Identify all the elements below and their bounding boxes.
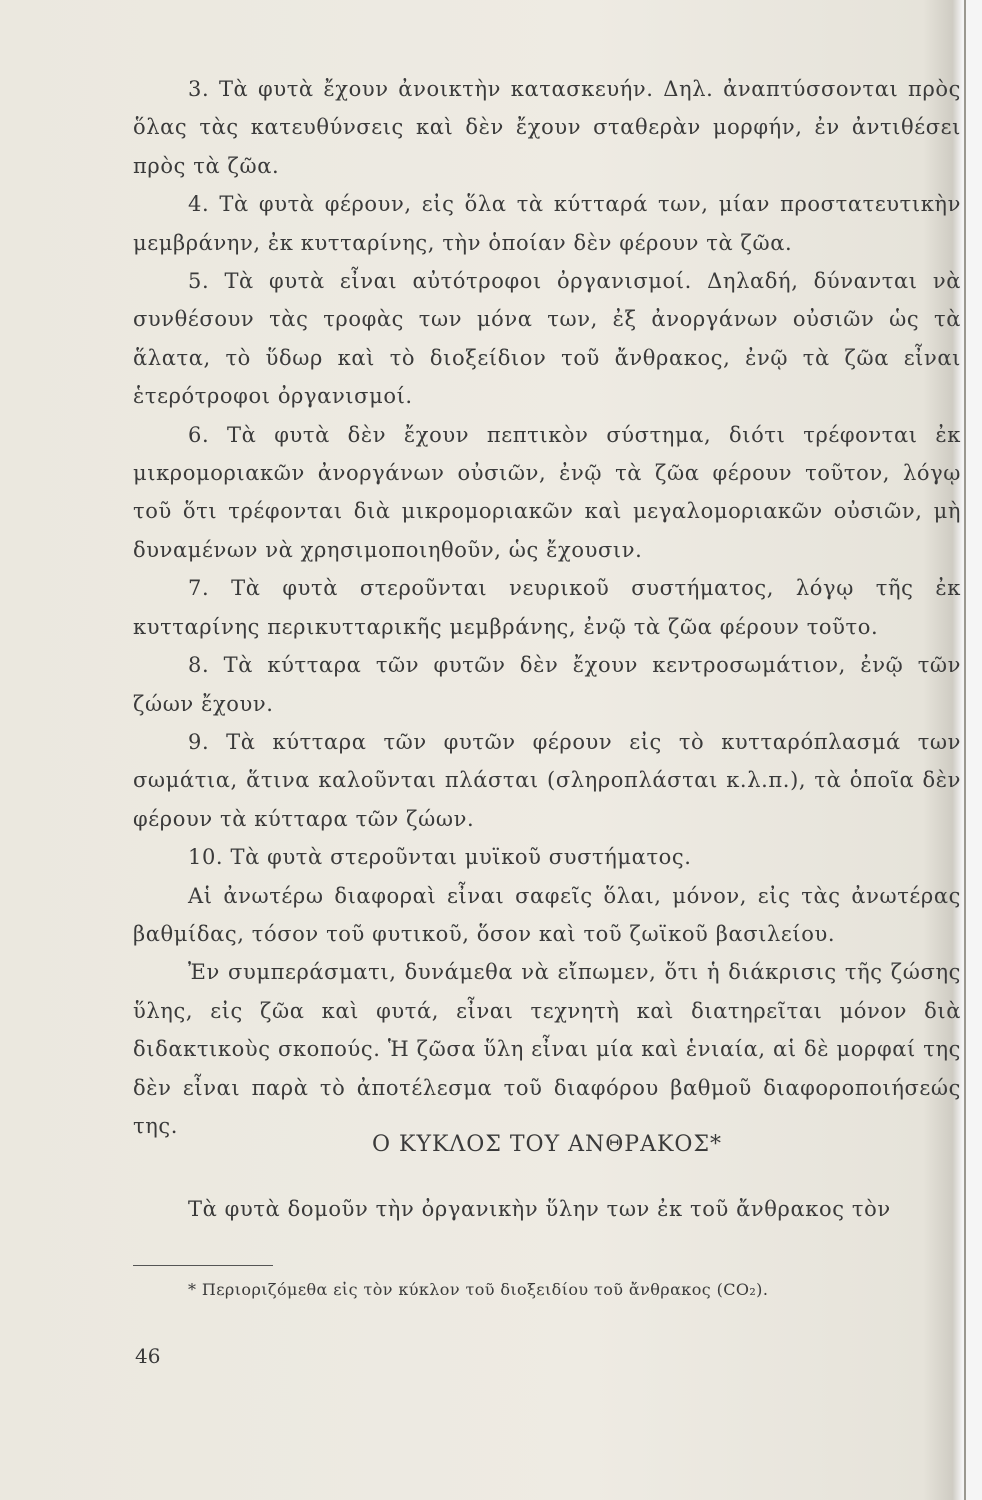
paragraph-6: 6. Τὰ φυτὰ δὲν ἔχουν πεπτικὸν σύστημα, διότι τρέφονται ἐκ μικρομοριακῶν ἀνοργάνων οὐσιῶν, ἐνῷ τὰ ζῶα φέρουν τοῦτον, λόγῳ τοῦ ὅτι τρέφονται διὰ μικρομοριακῶν καὶ μεγαλομοριακῶν οὐσιῶν, μὴ δυναμένων νὰ χρησιμοποιηθοῦν, ὡς ἔχουσιν. [133,422,961,562]
body-text [133,70,961,1145]
paragraph-10: 10. Τὰ φυτὰ στεροῦνται μυϊκοῦ συστήματος. [188,845,692,870]
paragraph-9: 9. Τὰ κύτταρα τῶν φυτῶν φέρουν εἰς τὸ κυτταρόπλασμά των σωμάτια, ἅτινα καλοῦνται πλάσται (σληροπλάσται κ.λ.π.), τὰ ὁποῖα δὲν φέρουν τὰ κύτταρα τῶν ζώων. [133,729,961,831]
footnote-divider [133,1265,273,1266]
section-first-line: Τὰ φυτὰ δομοῦν τὴν ὀργανικὴν ὕλην των ἐκ τοῦ ἄνθρακος τὸν [188,1197,891,1221]
paragraph-5: 5. Τὰ φυτὰ εἶναι αὐτότροφοι ὀργανισμοί. Δηλαδή, δύνανται νὰ συνθέσουν τὰς τροφὰς των μόνα των, ἐξ ἀνοργάνων οὐσιῶν ὡς τὰ ἅλατα, τὸ ὕδωρ καὶ τὸ διοξείδιον τοῦ ἄνθρακος, ἐνῷ τὰ ζῶα εἶναι ἑτερότροφοι ὀργανισμοί. [133,269,961,409]
paragraph-conclusion: Ἐν συμπεράσματι, δυνάμεθα νὰ εἴπωμεν, ὅτι ἡ διάκρισις τῆς ζώσης ὕλης, εἰς ζῶα καὶ φυτά, εἶναι τεχνητὴ καὶ διατηρεῖται μόνον διὰ διδακτικοὺς σκοπούς. Ἡ ζῶσα ὕλη εἶναι μία καὶ ἑνιαία, αἱ δὲ μορφαί της δὲν εἶναι παρὰ τὸ ἀποτέλεσμα τοῦ διαφόρου βαθμοῦ διαφοροποιήσεώς της. [133,960,961,1138]
section-heading: Ο ΚΥΚΛΟΣ ΤΟΥ ΑΝΘΡΑΚΟΣ* [371,1132,722,1157]
paragraph-8: 8. Τὰ κύτταρα τῶν φυτῶν δὲν ἔχουν κεντροσωμάτιον, ἐνῷ τῶν ζώων ἔχουν. [133,653,961,716]
paragraph-4: 4. Τὰ φυτὰ φέρουν, εἰς ὅλα τὰ κύτταρά των, μίαν προστατευτικὴν μεμβράνην, ἐκ κυτταρίνης, τὴν ὁποίαν δὲν φέρουν τὰ ζῶα. [133,192,961,255]
footnote: * Περιοριζόμεθα εἰς τὸν κύκλον τοῦ διοξειδίου τοῦ ἄνθρακος (CO₂). [188,1280,769,1299]
paragraph-7: 7. Τὰ φυτὰ στεροῦνται νευρικοῦ συστήματος, λόγῳ τῆς ἐκ κυτταρίνης περικυτταρικῆς μεμβράνης, ἐνῷ τὰ ζῶα φέρουν τοῦτο. [133,576,961,639]
paragraph-differences: Αἱ ἀνωτέρω διαφοραὶ εἶναι σαφεῖς ὅλαι, μόνον, εἰς τὰς ἀνωτέρας βαθμίδας, τόσον τοῦ φυτικοῦ, ὅσον καὶ τοῦ ζωϊκοῦ βασιλείου. [133,883,961,946]
page-number: 46 [135,1344,161,1368]
page-edge [964,0,982,1500]
paragraph-3: 3. Τὰ φυτὰ ἔχουν ἀνοικτὴν κατασκευήν. Δηλ. ἀναπτύσσονται πρὸς ὅλας τὰς κατευθύνσεις καὶ δὲν ἔχουν σταθερὰν μορφήν, ἐν ἀντιθέσει πρὸς τὰ ζῶα. [133,77,961,178]
